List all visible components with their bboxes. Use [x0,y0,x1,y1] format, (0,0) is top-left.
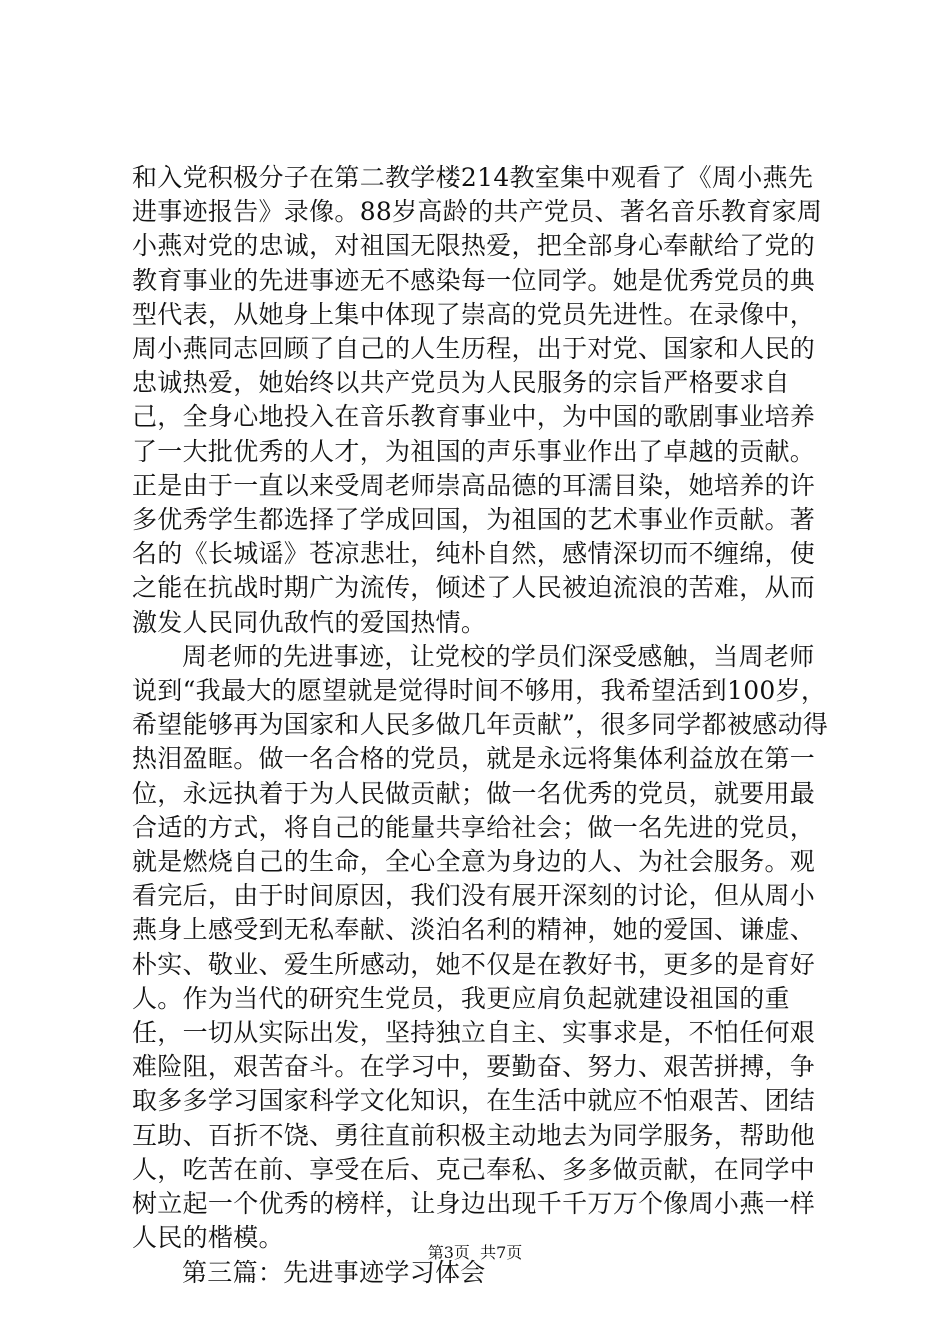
page-footer [0,1243,950,1263]
paragraph-continued: 和入党积极分子在第二教学楼214教室集中观看了《周小燕先进事迹报告》录像。88岁高龄的共产党员、著名音乐教育家周小燕对党的忠诚，对祖国无限热爱，把全部身心奉献给了党的教育事业的先进事迹无不感染每一位同学。她是优秀党员的典型代表，从她身上集中体现了崇高的党员先进性。在录像中，周小燕同志回顾了自己的人生历程，出于对党、国家和人民的忠诚热爱，她始终以共产党员为人民服务的宗旨严格要求自己，全身心地投入在音乐教育事业中，为中国的歌剧事业培养了一大批优秀的人才，为祖国的声乐事业作出了卓越的贡献。正是由于一直以来受周老师崇高品德的耳濡目染，她培养的许多优秀学生都选择了学成回国，为祖国的艺术事业作贡献。著名的《长城谣》苍凉悲壮，纯朴自然，感情深切而不缠绵，使之能在抗战时期广为流传，倾述了人民被迫流浪的苦难，从而激发人民同仇敌忾的爱国热情。 [132,163,823,637]
page-total: 共7页 [480,1243,523,1262]
document-body [132,161,832,1290]
page-number: 第3页 [427,1243,470,1262]
paragraph: 周老师的先进事迹，让党校的学员们深受感触，当周老师说到“我最大的愿望就是觉得时间不够用，我希望活到100岁，希望能够再为国家和人民多做几年贡献”，很多同学都被感动得热泪盈眶。做一名合格的党员，就是永远将集体利益放在第一位，永远执着于为人民做贡献；做一名优秀的党员，就要用最合适的方式，将自己的能量共享给社会；做一名先进的党员，就是燃烧自己的生命，全心全意为身边的人、为社会服务。观看完后，由于时间原因，我们没有展开深刻的讨论，但从周小燕身上感受到无私奉献、淡泊名利的精神，她的爱国、谦虚、朴实、敬业、爱生所感动，她不仅是在教好书，更多的是育好人。作为当代的研究生党员，我更应肩负起就建设祖国的重任，一切从实际出发，坚持独立自主、实事求是，不怕任何艰难险阻，艰苦奋斗。在学习中，要勤奋、努力、艰苦拼搏，争取多多学习国家科学文化知识，在生活中就应不怕艰苦、团结互助、百折不饶、勇往直前积极主动地去为同学服务，帮助他人，吃苦在前、享受在后、克己奉私、多多做贡献，在同学中树立起一个优秀的榜样，让身边出现千千万万个像周小燕一样人民的楷模。 [132,641,829,1253]
section-heading: 第三篇：先进事迹学习体会 [182,1257,486,1287]
